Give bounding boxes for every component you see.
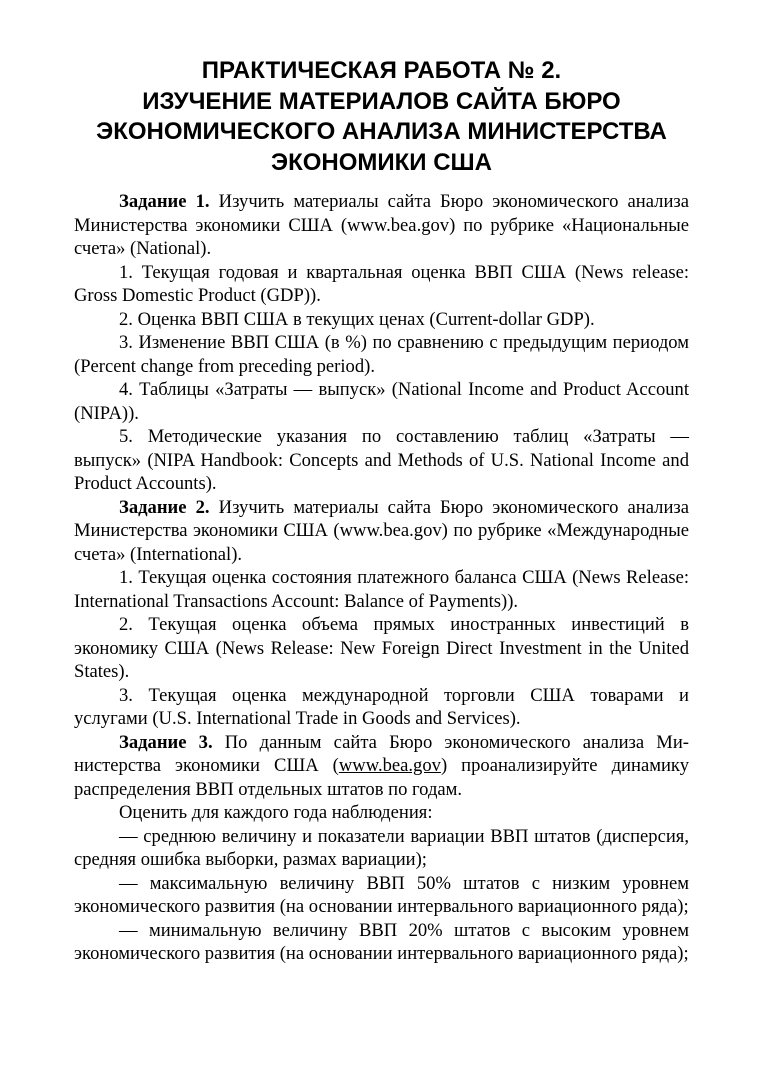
list-item: 4. Таблицы «Затраты — выпуск» (National Income and Product Account (NIPA)). [74,379,689,424]
task1-paragraph [74,190,689,261]
list-item: 1. Текущая оценка состояния платежного баланса США (News Release: International Transactions Account: Balance of Payments)). [74,567,689,612]
title-line: ЭКОНОМИКИ США [271,148,492,176]
task1-text: Изучить материалы сайта Бюро экономического анализа Министерства экономики США (www.bea.gov) по рубрике «Национальные счета» (National). [74,191,689,259]
task2-text: Изучить материалы сайта Бюро экономического анализа Министерства экономики США (www.bea.gov) по рубрике «Международные счета» (International). [74,496,689,565]
list-item: 3. Текущая оценка международной торговли США товарами и услугами (U.S. International Trade in Goods and Services). [74,684,689,729]
task3-text-before: По данным сайта Бюро экономического анализа Министерства экономики США ( [74,731,689,776]
list-item: — максимальную величину ВВП 50% штатов с низким уровнем экономического развития (на основании интервального вариационного ряда); [74,872,689,917]
task2-paragraph [74,496,689,567]
list-item: 2. Оценка ВВП США в текущих ценах (Current-dollar GDP). [119,308,595,330]
task3-text-after: ) проанализируйте динамику распределения ВВП отдельных штатов по годам. [74,755,689,800]
list-item: 3. Изменение ВВП США (в %) по сравнению с предыдущим периодом (Percent change from preceding period). [74,332,689,377]
list-item: — минимальную величину ВВП 20% штатов с высоким уровнем экономического развития (на основании интервального вариационного ряда); [74,919,689,964]
title-line: ЭКОНОМИЧЕСКОГО АНАЛИЗА МИНИСТЕРСТВА [96,118,667,145]
title-line: ИЗУЧЕНИЕ МАТЕРИАЛОВ САЙТА БЮРО [142,87,621,115]
page-title [74,56,689,178]
title-line: ПРАКТИЧЕСКАЯ РАБОТА № 2. [201,57,562,84]
list-item: — среднюю величину и показатели вариации ВВП штатов (дисперсия, средняя ошибка выборки, размах вариации); [74,825,689,870]
task3-intro: Оценить для каждого года наблюдения: [119,802,433,823]
task1-label: Задание 1. [119,191,210,212]
bea-link[interactable]: www.bea.gov [338,755,441,776]
document-body [74,190,689,966]
list-item: 2. Текущая оценка объема прямых иностранных инвестиций в экономику США (News Release: New Foreign Direct Investment in the United States). [74,614,689,682]
list-item: 5. Методические указания по составлению таблиц «Затраты — выпуск» (NIPA Handbook: Concepts and Methods of U.S. National Income and Product Accounts). [74,426,689,494]
task3-label: Задание 3. [119,731,213,753]
task3-paragraph [74,731,689,802]
task2-label: Задание 2. [119,496,210,518]
list-item: 1. Текущая годовая и квартальная оценка ВВП США (News release: Gross Domestic Product (GDP)). [74,261,689,306]
document-page [74,56,689,966]
